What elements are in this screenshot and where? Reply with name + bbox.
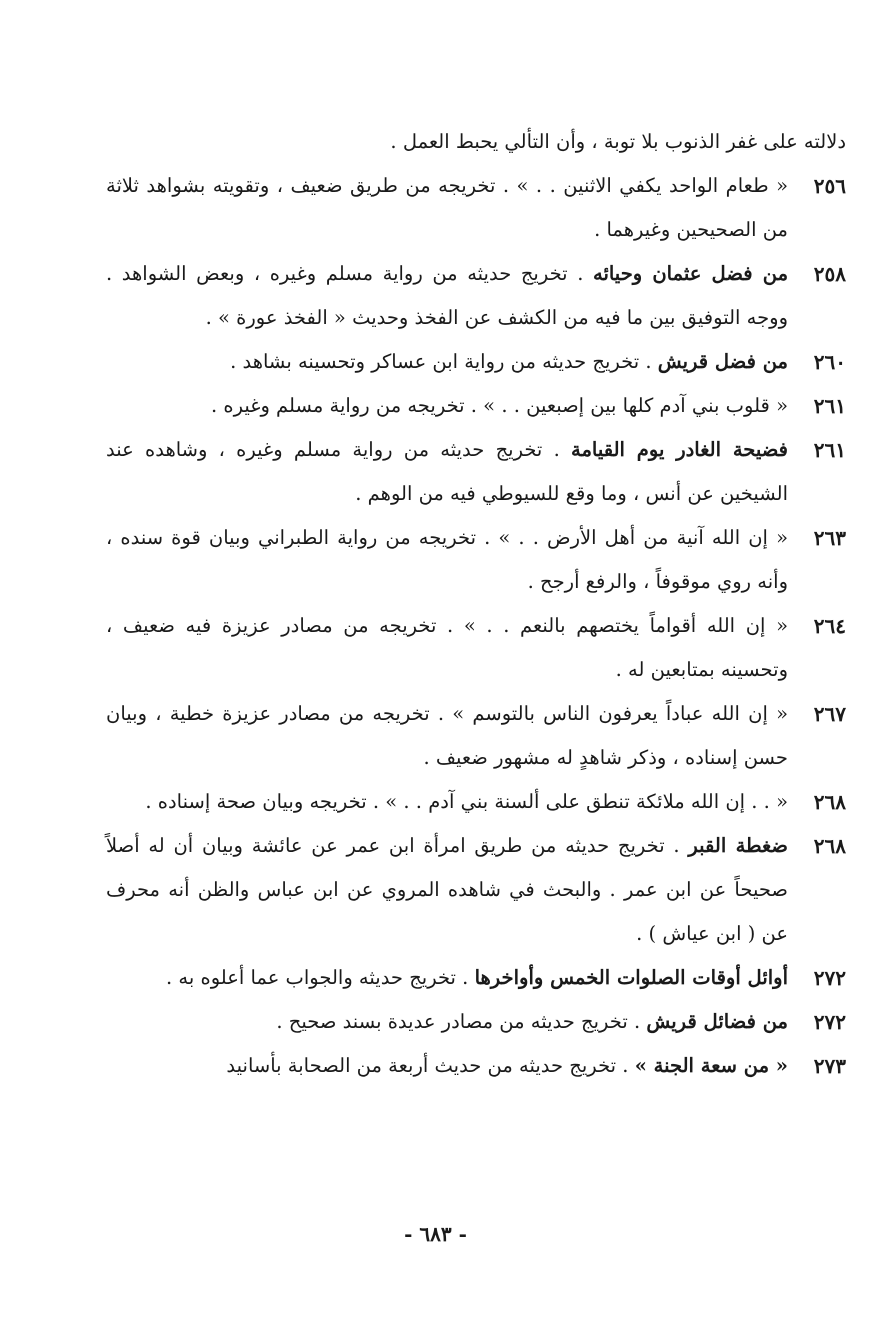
- entry-heading: « من سعة الجنة »: [634, 1054, 788, 1077]
- entry-text: [106, 428, 788, 516]
- entry-page-number: ٢٦٨: [813, 834, 846, 858]
- entry-heading: أوائل أوقات الصلوات الخمس وأواخرها: [474, 966, 788, 989]
- entry-description: . تخريج حديثه من مصادر عديدة بسند صحيح .: [276, 1010, 647, 1033]
- entry-description: . تخريج حديثه من طريق امرأة ابن عمر عن عائشة وبيان أن له أصلاً صحيحاً عن ابن عمر . والبحث في شاهده المروي عن ابن عباس والظن أنه محرف عن ( ابن عياش ) .: [106, 834, 788, 945]
- entry-page-number: ٢٥٦: [813, 174, 846, 198]
- entry-description: « قلوب بني آدم كلها بين إصبعين . . » . تخريجه من رواية مسلم وغيره .: [210, 394, 788, 417]
- entry-heading: ضغطة القبر: [688, 834, 788, 857]
- entry-text: [106, 1000, 788, 1044]
- entry-page-number: ٢٦٨: [813, 790, 846, 814]
- entry-text: [106, 780, 788, 824]
- index-entry: [106, 1044, 846, 1088]
- entry-page-number: ٢٥٨: [813, 262, 846, 286]
- entry-text: [106, 384, 788, 428]
- index-entry: [106, 384, 846, 428]
- entry-heading: فضيحة الغادر يوم القيامة: [571, 438, 788, 461]
- entry-text: [106, 956, 788, 1000]
- entry-heading: من فضل عثمان وحيائه: [592, 262, 789, 285]
- index-entry: [106, 164, 846, 252]
- entry-text: [106, 824, 788, 956]
- entry-description: . تخريج حديثه من رواية ابن عساكر وتحسينه بشاهد .: [230, 350, 658, 373]
- continuation-line: دلالته على غفر الذنوب بلا توبة ، وأن التألي يحبط العمل .: [390, 130, 846, 153]
- entry-page-number: ٢٦٤: [813, 614, 846, 638]
- entry-description: « إن الله عباداً يعرفون الناس بالتوسم » . تخريجه من مصادر عزيزة خطية ، وبيان حسن إسناده ، وذكر شاهدٍ له مشهور ضعيف .: [106, 702, 788, 769]
- index-entry: [106, 1000, 846, 1044]
- entry-text: [106, 164, 788, 252]
- entry-text: [106, 1044, 788, 1088]
- entry-page-number: ٢٦٧: [813, 702, 846, 726]
- index-entry: [106, 428, 846, 516]
- entry-page-number: ٢٧٢: [813, 1010, 846, 1034]
- entry-page-number: ٢٦٠: [813, 350, 846, 374]
- index-entry: [106, 604, 846, 692]
- entry-description: « طعام الواحد يكفي الاثنين . . » . تخريجه من طريق ضعيف ، وتقويته بشواهد ثلاثة من الصحيحين وغيرهما .: [106, 174, 788, 241]
- entry-description: « إن الله آنية من أهل الأرض . . » . تخريجه من رواية الطبراني وبيان قوة سنده ، وأنه روي موقوفاً ، والرفع أرجح .: [106, 526, 788, 593]
- entry-text: [106, 516, 788, 604]
- entry-description: . تخريج حديثه من حديث أربعة من الصحابة بأسانيد: [226, 1054, 635, 1077]
- index-entry: [106, 780, 846, 824]
- entry-text: [106, 692, 788, 780]
- entry-page-number: ٢٦٣: [813, 526, 846, 550]
- entry-heading: من فضل قريش: [657, 350, 788, 373]
- entry-text: [106, 252, 788, 340]
- index-entry: [106, 252, 846, 340]
- page-number: - ٦٨٣ -: [404, 1222, 467, 1246]
- entry-description: . تخريج حديثه من رواية مسلم وغيره ، وشاهده عند الشيخين عن أنس ، وما وقع للسيوطي فيه من الوهم .: [106, 438, 788, 505]
- entry-description: « إن الله أقواماً يختصهم بالنعم . . » . تخريجه من مصادر عزيزة فيه ضعيف ، وتحسينه بمتابعين له .: [106, 614, 788, 681]
- index-list: [106, 120, 846, 1088]
- entry-description: . تخريج حديثه من رواية مسلم وغيره ، وبعض الشواهد . ووجه التوفيق بين ما فيه من الكشف عن الفخذ وحديث « الفخذ عورة » .: [106, 262, 788, 329]
- entry-text: [106, 340, 788, 384]
- entry-description: . تخريج حديثه والجواب عما أعلوه به .: [166, 966, 475, 989]
- index-entry: [106, 340, 846, 384]
- entry-heading: من فضائل قريش: [646, 1010, 788, 1033]
- entry-page-number: ٢٦١: [813, 438, 846, 462]
- index-entry: [106, 516, 846, 604]
- index-entry: [106, 956, 846, 1000]
- entry-page-number: ٢٧٢: [813, 966, 846, 990]
- entry-description: « . . إن الله ملائكة تنطق على ألسنة بني آدم . . » . تخريجه وبيان صحة إسناده .: [145, 790, 788, 813]
- entry-page-number: ٢٦١: [813, 394, 846, 418]
- entry-page-number: ٢٧٣: [813, 1054, 846, 1078]
- entry-text: [106, 604, 788, 692]
- index-entry: [106, 692, 846, 780]
- index-entry: [106, 824, 846, 956]
